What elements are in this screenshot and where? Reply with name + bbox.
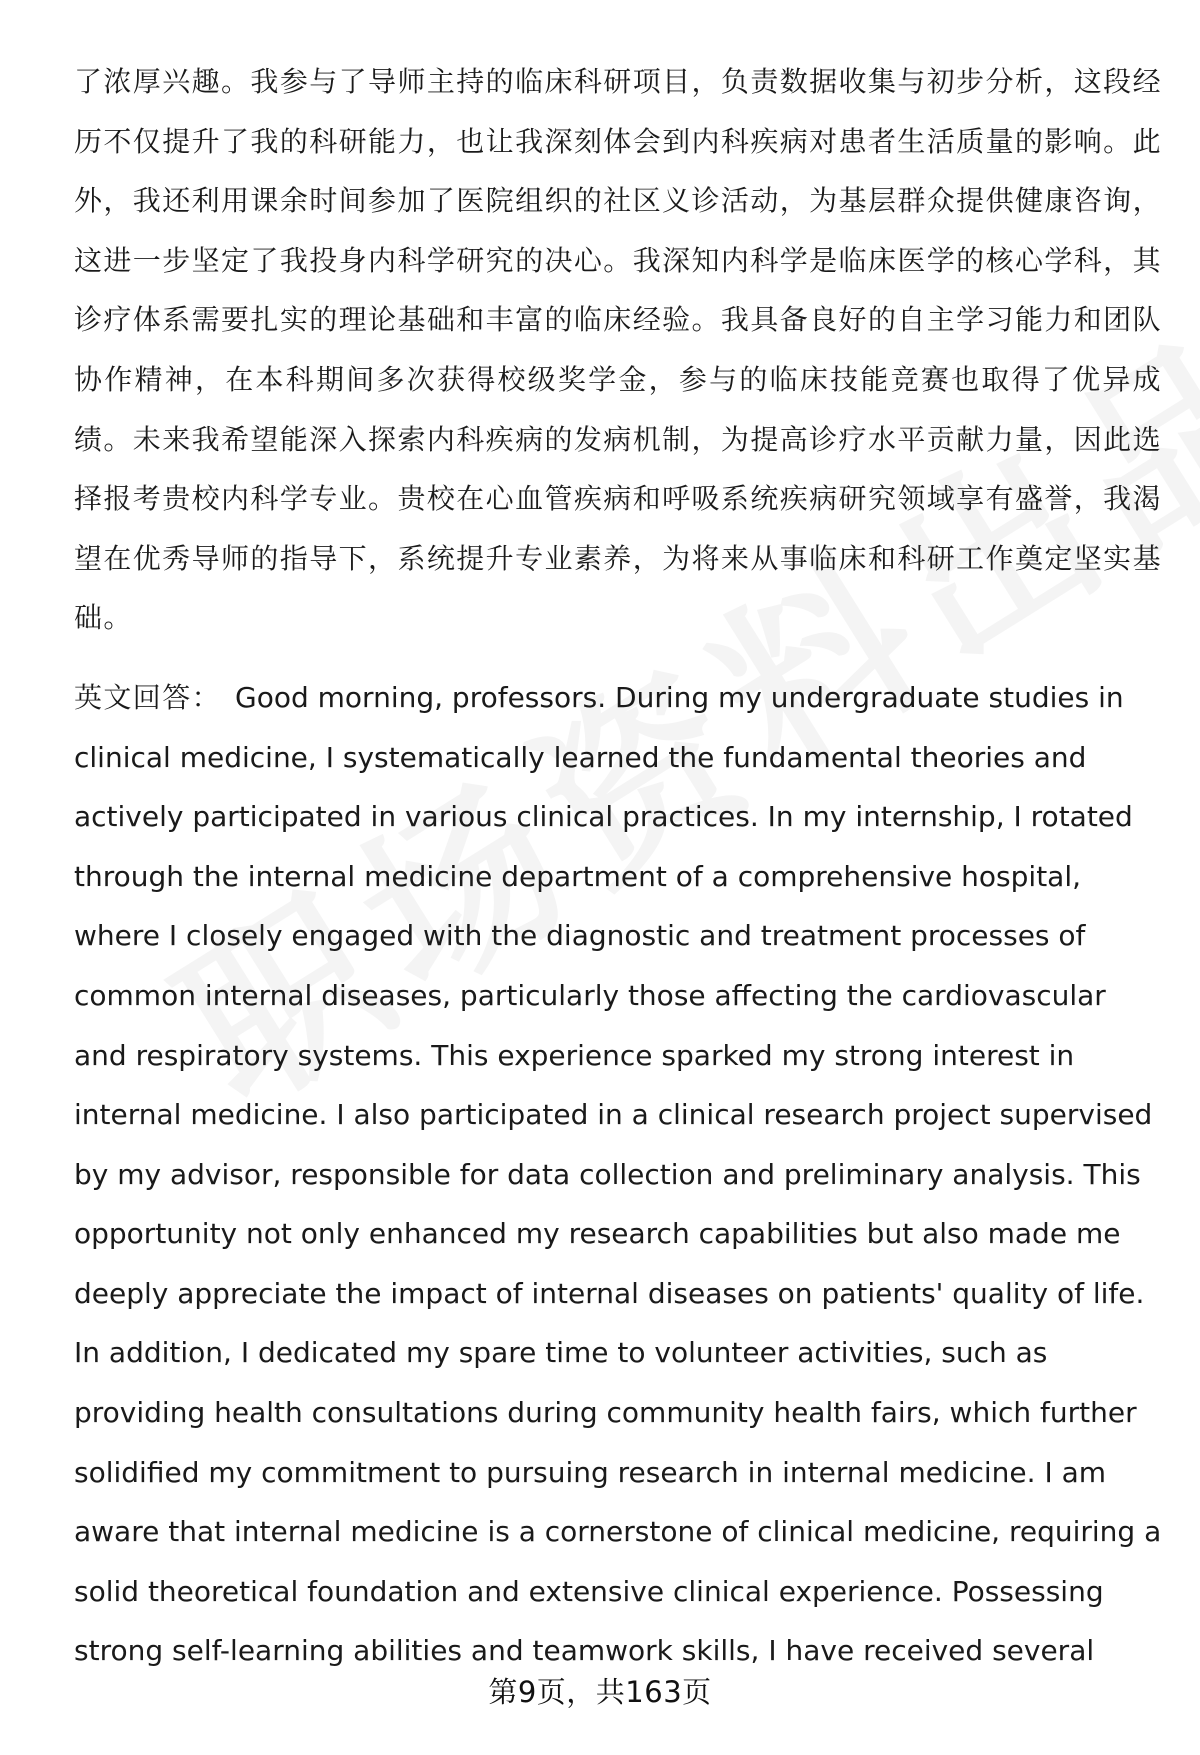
english-answer-paragraph	[74, 668, 1162, 1681]
english-answer-text: Good morning, professors. During my undergraduate studies in clinical medicine, I systematically learned the fundamental theories and actively participated in various clinical practices. In my internship, I rotated through the internal medicine department of a comprehensive hospital, where I closely engaged with the diagnostic and treatment processes of common internal diseases, particularly those affecting the cardiovascular and respiratory systems. This experience sparked my strong interest in internal medicine. I also participated in a clinical research project supervised by my advisor, responsible for data collection and preliminary analysis. This opportunity not only enhanced my research capabilities but also made me deeply appreciate the impact of internal diseases on patients' quality of life. In addition, I dedicated my spare time to volunteer activities, such as providing health consultations during community health fairs, which further solidified my commitment to pursuing research in internal medicine. I am aware that internal medicine is a cornerstone of clinical medicine, requiring a solid theoretical foundation and extensive clinical experience. Possessing strong self-learning abilities and teamwork skills, I have received several	[74, 680, 1162, 1668]
page-number-footer: 第9页，共163页	[488, 1675, 712, 1709]
chinese-answer-paragraph: 了浓厚兴趣。我参与了导师主持的临床科研项目，负责数据收集与初步分析，这段经历不仅提升了我的科研能力，也让我深刻体会到内科疾病对患者生活质量的影响。此外，我还利用课余时间参加了医院组织的社区义诊活动，为基层群众提供健康咨询，这进一步坚定了我投身内科学研究的决心。我深知内科学是临床医学的核心学科，其诊疗体系需要扎实的理论基础和丰富的临床经验。我具备良好的自主学习能力和团队协作精神，在本科期间多次获得校级奖学金，参与的临床技能竞赛也取得了优异成绩。未来我希望能深入探索内科疾病的发病机制，为提高诊疗水平贡献力量，因此选择报考贵校内科学专业。贵校在心血管疾病和呼吸系统疾病研究领域享有盛誉，我渴望在优秀导师的指导下，系统提升专业素养，为将来从事临床和科研工作奠定坚实基础。	[74, 65, 1162, 635]
document-body	[74, 52, 1162, 1681]
english-answer-label: 英文回答：	[74, 680, 222, 714]
